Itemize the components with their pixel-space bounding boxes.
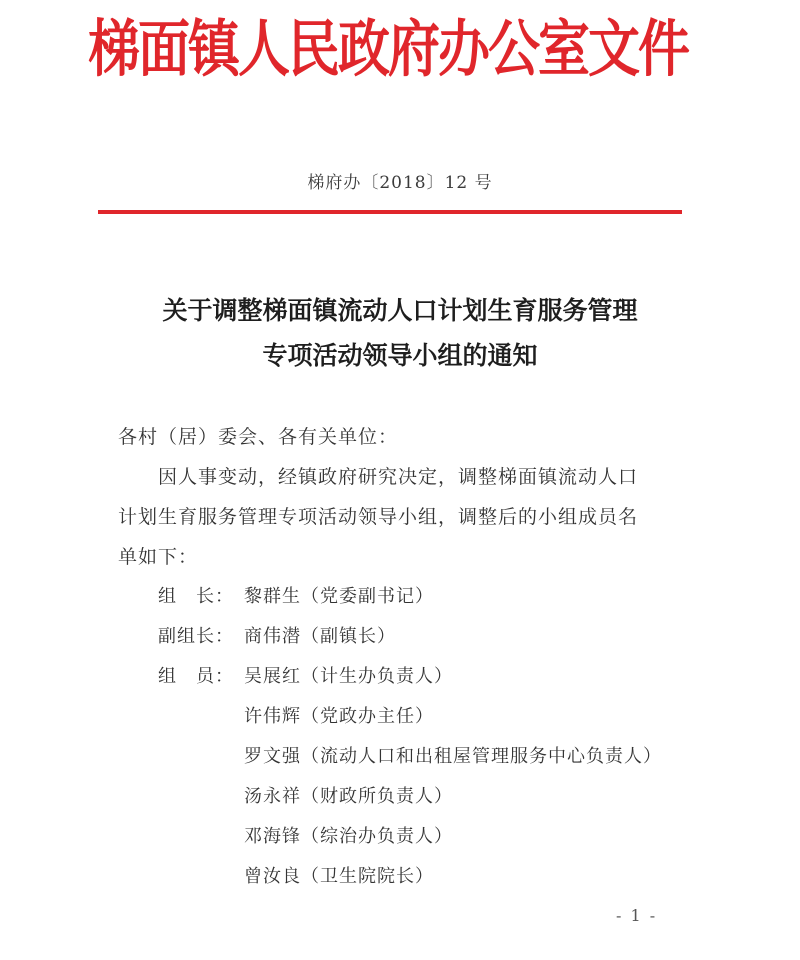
member-info: 邓海锋（综治办负责人）: [244, 826, 453, 847]
member-info: 罗文强（流动人口和出租屋管理服务中心负责人）: [244, 746, 662, 767]
member-row: [244, 742, 662, 768]
member-row: [244, 822, 453, 848]
role-label: 组 长：: [158, 586, 234, 607]
paragraph-line: 因人事变动，经镇政府研究决定，调整梯面镇流动人口: [158, 466, 639, 488]
page-number: - 1 -: [616, 906, 658, 925]
member-info: 商伟潜（副镇长）: [244, 626, 396, 647]
member-row: [244, 862, 434, 888]
member-info: 吴展红（计生办负责人）: [244, 666, 453, 687]
member-row-first: [158, 662, 453, 688]
role-label: 副组长：: [158, 626, 234, 647]
member-info: 汤永祥（财政所负责人）: [244, 786, 453, 807]
member-row: [244, 782, 453, 808]
document-number: 梯府办〔2018〕12 号: [307, 173, 493, 193]
salutation: 各村（居）委会、各有关单位：: [118, 426, 399, 448]
member-row: [244, 702, 434, 728]
paragraph-line: 计划生育服务管理专项活动领导小组，调整后的小组成员名: [118, 506, 639, 528]
member-info: 许伟辉（党政办主任）: [244, 706, 434, 727]
role-label: 组 员：: [158, 666, 234, 687]
header-divider: [98, 210, 682, 214]
document-header-title: 梯面镇人民政府办公室文件: [88, 14, 689, 86]
paragraph-line: 单如下：: [118, 546, 199, 568]
notice-title-line-2: 专项活动领导小组的通知: [262, 341, 538, 370]
notice-title-line-1: 关于调整梯面镇流动人口计划生育服务管理: [162, 296, 638, 325]
member-row-leader: [158, 582, 434, 608]
member-row-deputy: [158, 622, 396, 648]
member-info: 黎群生（党委副书记）: [244, 586, 434, 607]
member-info: 曾汝良（卫生院院长）: [244, 866, 434, 887]
